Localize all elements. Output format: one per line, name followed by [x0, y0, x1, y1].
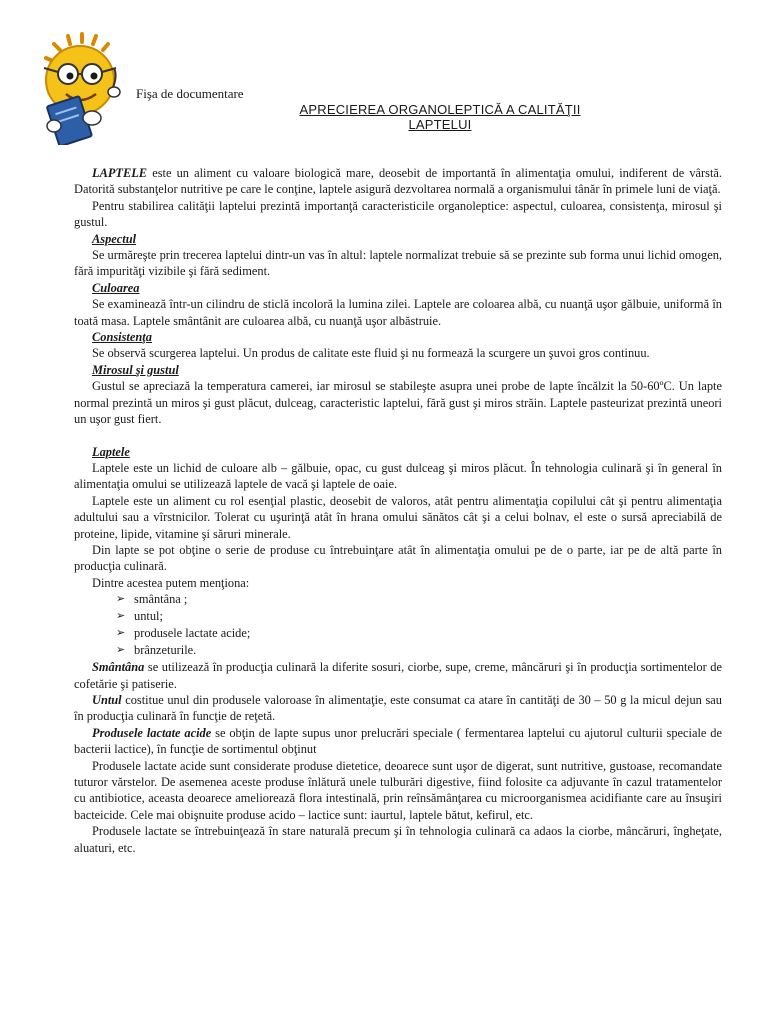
dietetice-paragraph: Produsele lactate acide sunt considerate produse dietetice, deoarece sunt uşor de digerat, sunt nutritive, gustoase, recomandate tuturor vărstelor. De asemenea aceste produse înlătură unele tulburări digestive, fiind folosite ca adjuvante în cazul tratamentelor cu antibiotice, aceasta deoarece ameliorează flora intestinală, prin reînsămânţarea cu microorganismea acidifiante care au însuşiri bacteicide. Cele mai obişnuite produse acido – lactice sunt: iaurtul, laptele bătut, kefirul, etc.: [74, 758, 722, 822]
smantana-term: Smântâna: [92, 660, 145, 675]
intro-paragraph-2: Pentru stabilirea calităţii laptelui prezintă importanţă caracteristicile organoleptice: aspectul, culoarea, consistenţa, mirosul şi gustul.: [74, 198, 722, 230]
section-text-consistenta: Se observă scurgerea laptelui. Un produs de calitate este fluid şi nu formează la scurgere un şuvoi gros continuu.: [92, 346, 650, 361]
smantana-paragraph: Smântâna se utilizează în producţia culinară la diferite sosuri, ciorbe, supe, creme, mâncăruri şi în producţia sortimentelor de cofetărie şi patiserie.: [74, 660, 722, 691]
lactate-paragraph: Produsele lactate acide se obţin de lapte supus unor prelucrări speciale ( fermentarea laptelui cu ajutorul culturii speciale de bacterii lactice), în funcţie de sortimentul obţinut: [74, 725, 722, 757]
section-text-aspectul: Se urmăreşte prin trecerea laptelui dintr-un vas în altul: laptele normalizat trebuie să se prezinte sub forma unui lichid omogen, fără impurităţi vizibile şi fără sediment.: [74, 248, 722, 279]
section-heading-aspectul: Aspectul: [92, 231, 137, 246]
section-heading-consistenta: Consistenţa: [92, 330, 152, 345]
list-item: ➢ smântâna ;: [116, 592, 188, 607]
intro-text: este un aliment cu valoare biologică mare, deosebit de importantă în alimentaţia omului, indiferent de vârstă. Datorită substanţelor nutritive pe care le conţine, laptele asigură dezvoltarea normală a organismului tânăr în primele luni de viaţă.: [74, 166, 722, 197]
list-item: ➢ produsele lactate acide;: [116, 626, 251, 641]
lactate-term: Produsele lactate acide: [92, 725, 212, 740]
title-line-1: APRECIEREA ORGANOLEPTICĂ A CALITĂŢII: [299, 102, 581, 117]
intro-term: LAPTELE: [92, 166, 148, 180]
title-line-2: LAPTELUI: [408, 117, 472, 132]
arrow-bullet-icon: ➢: [116, 644, 126, 657]
document-body: [74, 165, 722, 856]
final-paragraph: Produsele lactate se întrebuinţează în stare naturală precum şi în tehnologia culinară ca adaos la ciorbe, mâncăruri, îngheţate, aluaturi, etc.: [74, 824, 722, 855]
untul-paragraph: Untul costitue unul din produsele valoroase în alimentaţie, este consumat ca atare în cantităţi de 30 – 50 g la micul dejun sau în producţia culinară în funcţie de reţetă.: [74, 692, 722, 724]
laptele-paragraph-2: Laptele este un aliment cu rol esenţial plastic, deosebit de valoros, atât pentru alimentaţia copilului cât şi pentru alimentaţia adultului sau a vîrstnicilor. Tolerat cu uşurinţă atât în hrana omului sănătos cât şi a celui bolnav, el este o sursă apreciabilă de proteine, lipide, vitamine şi săruri minerale.: [74, 493, 722, 541]
spacer: [74, 428, 722, 444]
laptele-paragraph-1: Laptele este un lichid de culoare alb – gălbuie, opac, cu gust dulceag şi miros plăcut. În tehnologia culinară şi în general în alimentaţia omului se utilizează laptele de vacă şi laptele de oaie.: [74, 460, 722, 492]
section-heading-culoarea: Culoarea: [92, 280, 140, 295]
arrow-bullet-icon: ➢: [116, 593, 126, 606]
smiley-reading-book-icon: [30, 30, 130, 145]
list-item: ➢ brânzeturile.: [116, 643, 197, 658]
document-label: Fişa de documentare: [136, 86, 244, 101]
arrow-bullet-icon: ➢: [116, 627, 126, 640]
untul-term: Untul: [92, 692, 122, 707]
section-text-culoarea: Se examinează într-un cilindru de sticlă incoloră la lumina zilei. Laptele are coloarea albă, cu nuanţă uşor gălbuie, uniformă în toată masa. Laptele smântânit are culoarea albă, cu nuanţă uşor albăstruie.: [74, 297, 722, 328]
products-list: [74, 591, 722, 659]
page-title: [240, 102, 640, 132]
section-heading-mirosul: Mirosul şi gustul: [92, 362, 179, 377]
laptele-paragraph-3: Din lapte se pot obţine o serie de produse cu întrebuinţare atât în alimentaţia omului pe de o parte, iar pe de altă parte în producţia culinară.: [74, 542, 722, 574]
section-heading-laptele: Laptele: [92, 444, 130, 459]
laptele-paragraph-4: Dintre acestea putem menţiona:: [92, 575, 250, 590]
section-text-mirosul: Gustul se apreciază la temperatura camerei, iar mirosul se stabileşte asupra unei probe de lapte încălzit la 50-60ºC. Un lapte normal prezintă un miros şi gust plăcut, dulceag, caracteristic laptelui, fără gust şi miros străin. Laptele pasteurizat prezintă uneori un uşor gust fiert.: [74, 379, 722, 427]
arrow-bullet-icon: ➢: [116, 610, 126, 623]
intro-paragraph: [74, 165, 722, 198]
list-item: ➢ untul;: [116, 609, 163, 624]
